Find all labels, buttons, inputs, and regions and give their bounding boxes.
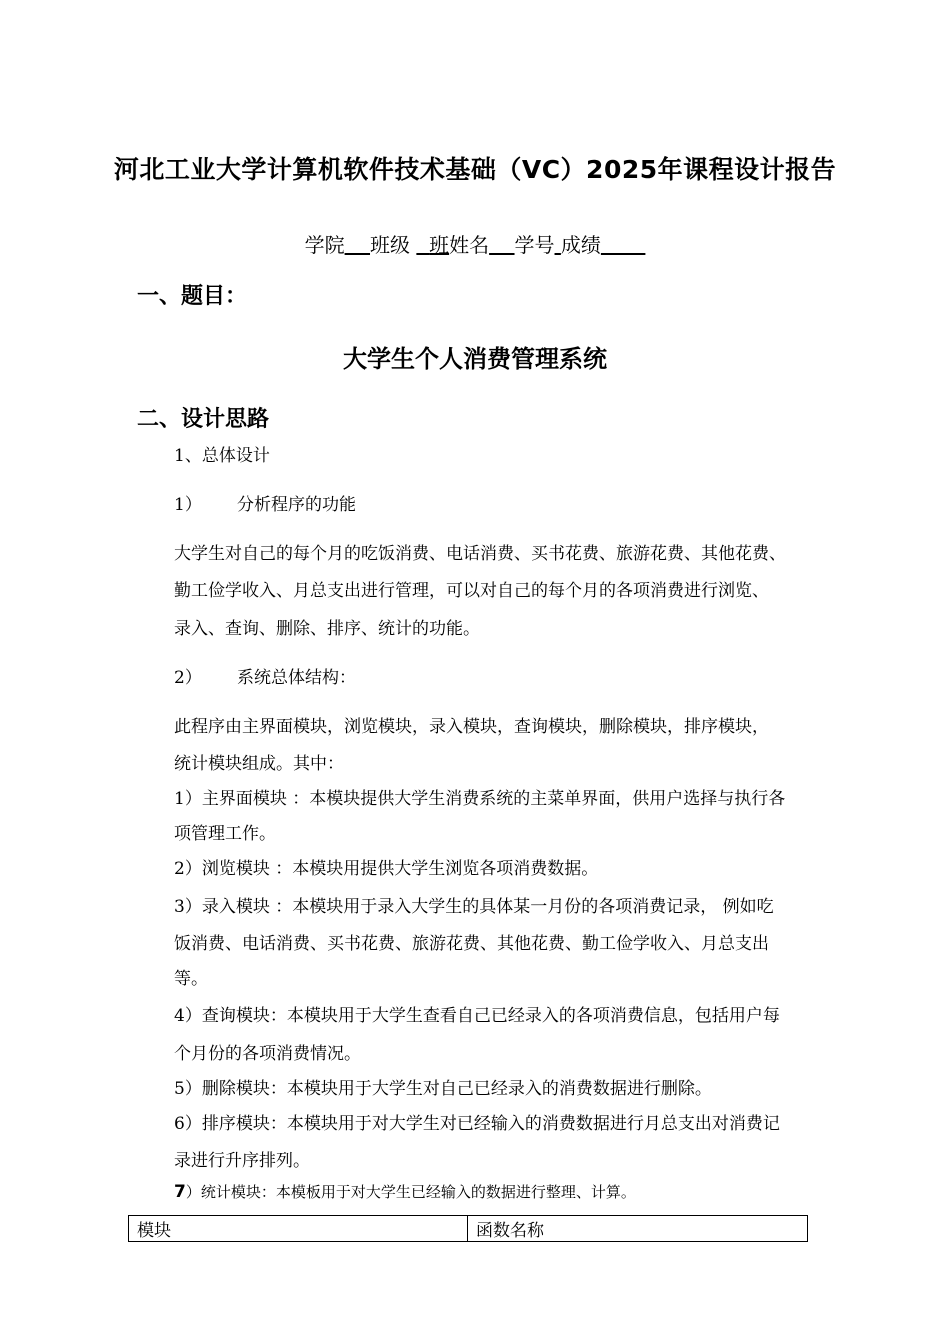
grade-blank [601,233,646,257]
id-label: 学号 [514,233,555,257]
grade-label: 成绩 [560,233,601,257]
struct-line: 1）主界面模块 ：本模块提供大学生消费系统的主菜单界面，供用户选择与执行各 [174,789,786,809]
section2-heading: 二、设计思路 [137,407,270,432]
struct-line: 统计模块组成。其中： [174,754,344,774]
class-blank [416,233,449,257]
class-suffix: 班 [429,233,450,257]
item1-text: 分析程序的功能 [237,495,356,515]
student-info-line [0,229,950,258]
table-header-cell: 函数名称 [468,1216,808,1242]
college-label: 学院 [304,233,345,257]
func-line: 大学生对自己的每个月的吃饭消费、电话消费、买书花费、旅游花费、其他花费、 [174,544,786,564]
item2-text: 系统总体结构： [237,668,356,688]
report-title: 河北工业大学计算机软件技术基础（VC）2025年课程设计报告 [113,155,837,184]
struct-line: 饭消费、电话消费、买书花费、旅游花费、其他花费、勤工俭学收入、月总支出 [174,934,769,954]
item2-num: 2） [174,668,202,688]
func-line: 录入、查询、删除、排序、统计的功能。 [174,619,480,639]
struct-line: 3）录入模块 ：本模块用于录入大学生的具体某一月份的各项消费记录， 例如吃 [174,897,774,917]
func-line: 勤工俭学收入、月总支出进行管理，可以对自己的每个月的各项消费进行浏览、 [174,581,769,601]
struct-line: 6）排序模块：本模块用于对大学生对已经输入的消费数据进行月总支出对消费记 [174,1114,780,1134]
project-subject: 大学生个人消费管理系统 [343,345,607,373]
item2 [174,663,356,688]
class-label: 班级 [370,233,411,257]
table-header-cell: 模块 [129,1216,468,1242]
table-header-row [129,1216,808,1242]
item7-text: ）统计模块：本模板用于对大学生已经输入的数据进行整理、计算。 [185,1183,636,1201]
item7-num: 7 [174,1182,186,1202]
item1-num: 1） [174,495,202,515]
struct-line: 项管理工作。 [174,824,276,844]
struct-line: 5）删除模块：本模块用于大学生对自己已经录入的消费数据进行删除。 [174,1079,712,1099]
struct-line: 2）浏览模块 ：本模块用提供大学生浏览各项消费数据。 [174,859,599,879]
module-table [128,1215,808,1242]
section1-heading: 一、题目： [137,284,248,309]
item1 [174,490,356,515]
overall-design-label: 1、总体设计 [174,446,270,466]
struct-line: 个月份的各项消费情况。 [174,1044,361,1064]
struct-line-7 [174,1181,636,1202]
struct-line: 录进行升序排列。 [174,1151,310,1171]
struct-line: 等。 [174,969,208,989]
struct-line: 4）查询模块：本模块用于大学生查看自己已经录入的各项消费信息，包括用户每 [174,1006,780,1026]
name-label: 姓名 [449,233,490,257]
name-blank [489,233,514,257]
struct-line: 此程序由主界面模块，浏览模块，录入模块，查询模块，删除模块，排序模块， [174,717,769,737]
college-blank [345,233,370,257]
